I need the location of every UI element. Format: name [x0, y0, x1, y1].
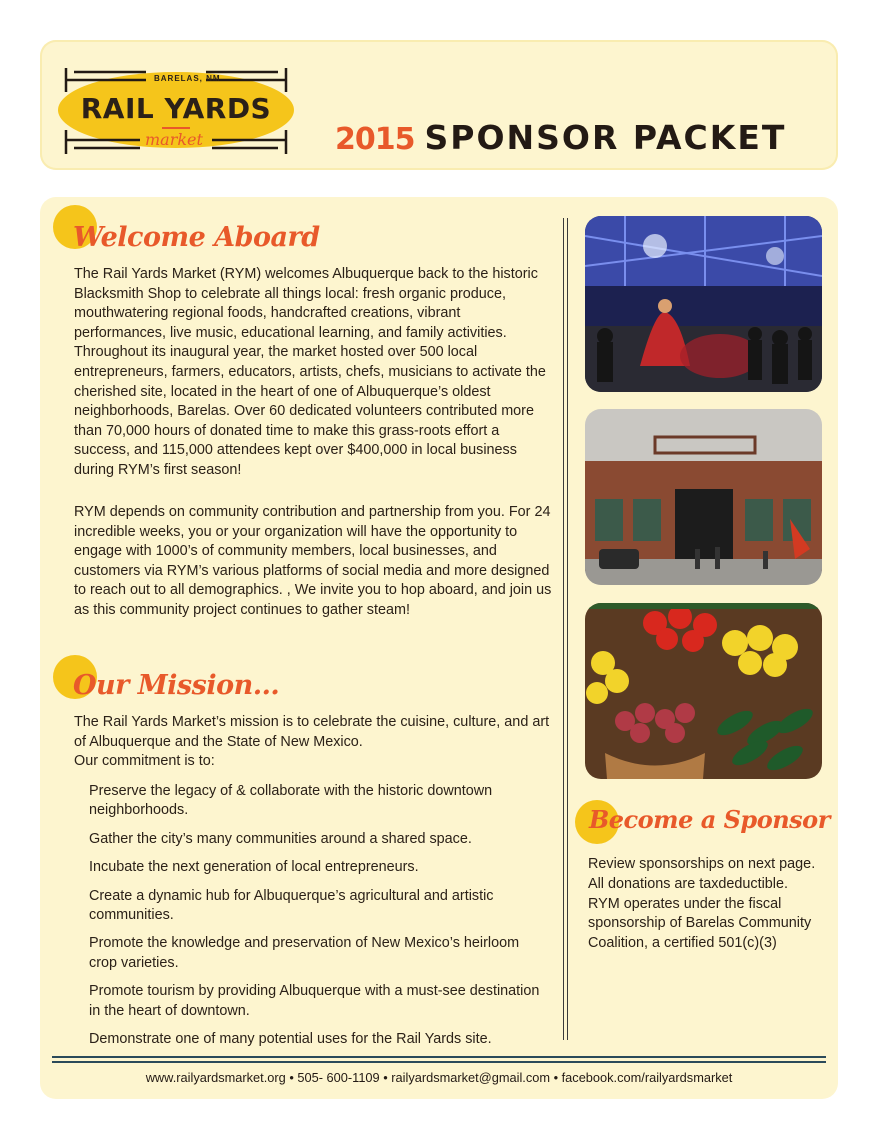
commitment-label: Our commitment is to: — [74, 753, 215, 769]
commitment-item: Gather the city’s many communities around a shared space. — [89, 830, 472, 847]
mission-intro: The Rail Yards Market’s mission is to celebrate the cuisine, culture, and art of Albuquerque and the State of New Mexico. — [74, 714, 550, 750]
header-banner — [40, 40, 838, 170]
commitment-list — [89, 782, 544, 1058]
commitment-item: Preserve the legacy of & collaborate with the historic downtown neighborhoods. — [89, 783, 493, 819]
title-year: 2015 — [335, 122, 415, 157]
footer-rule-top — [52, 1056, 826, 1058]
footer-rule-bottom — [52, 1061, 826, 1063]
sponsor-heading: Become a Sponsor — [589, 805, 830, 834]
title-main: SPONSOR PACKET — [424, 118, 787, 157]
welcome-heading: Welcome Aboard — [73, 222, 320, 253]
rail-yards-logo — [50, 50, 300, 160]
commitment-item: Promote tourism by providing Albuquerque with a must-see destination in the heart of downtown. — [89, 983, 540, 1019]
mission-heading: Our Mission… — [73, 670, 280, 701]
commitment-item: Create a dynamic hub for Albuquerque’s agricultural and artistic communities. — [89, 887, 494, 924]
commitment-item: Demonstrate one of many potential uses for the Rail Yards site. — [89, 1031, 492, 1048]
sponsor-text: Review sponsorships on next page. All donations are taxdeductible. RYM operates under the fiscal sponsorship of Barelas Community Coalition, a certified 501(c)(3) — [588, 856, 816, 952]
logo-sub-text: market — [145, 130, 203, 149]
commitment-item: Incubate the next generation of local entrepreneurs. — [89, 859, 419, 876]
logo-name-text: RAIL YARDS — [80, 92, 272, 125]
photo-blacksmith-shop — [585, 409, 822, 585]
commitment-item: Promote the knowledge and preservation of New Mexico’s heirloom crop varieties. — [89, 935, 520, 971]
document-title — [335, 118, 786, 157]
welcome-paragraph-1: The Rail Yards Market (RYM) welcomes Albuquerque back to the historic Blacksmith Shop to celebrate all things local: fresh organic produce, mouthwatering regional foods, handcrafted creations, vibrant performances, live music, educational learning, and family activities. Throughout its inaugural year, the market hosted over 500 local entrepreneurs, farmers, educators, artists, chefs, musicians to activate the cherished site, located in the heart of one of Albuquerque’s oldest neighborhoods, Barelas. Over 60 dedicated volunteers contributed more than 70,000 hours of donated time to make this grass-roots effort a success, and 115,000 attendees kept over $400,000 in local business during RYM’s first season! — [74, 266, 546, 478]
column-divider — [563, 218, 568, 1040]
photo-produce — [585, 603, 822, 779]
logo-region-text: BARELAS, NM — [154, 74, 221, 83]
footer-contact: www.railyardsmarket.org • 505- 600-1109 • railyardsmarket@gmail.com • facebook.com/railyardsmarket — [145, 1070, 733, 1085]
photo-performance — [585, 216, 822, 392]
welcome-paragraph-2: RYM depends on community contribution and partnership from you. For 24 incredible weeks, you or your organization will have the opportunity to engage with 1000’s of community members, local businesses, and customers via RYM’s various platforms of social media and more designed to reach out to all demographics. , We invite you to hop aboard, and join us as this community project continues to gather steam! — [74, 504, 552, 618]
